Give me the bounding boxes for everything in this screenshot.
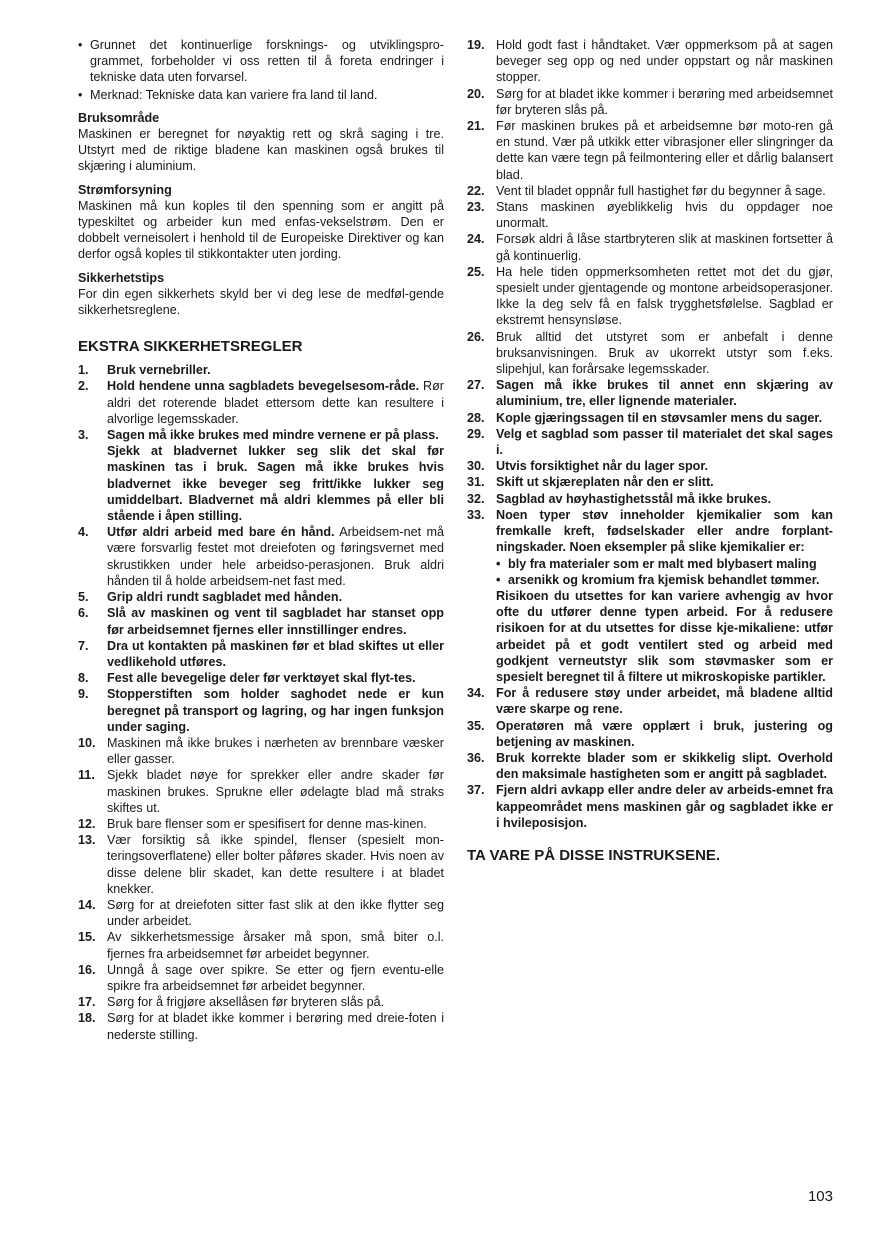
rule-item: 19. Hold godt fast i håndtaket. Vær oppmerksom på at sagen beveger seg opp og ned under oppstart og når maskinen stopper. xyxy=(467,38,833,85)
rule-item: 29. Velg et sagblad som passer til materialet det skal sages i. xyxy=(467,426,833,458)
rule-item: 31. Skift ut skjæreplaten når den er slitt. xyxy=(467,475,714,490)
sub-bullet: • bly fra materialer som er malt med blybasert maling xyxy=(496,556,817,571)
section-heading: Sikkerhetstips xyxy=(78,270,165,285)
rule-item: 3. Sagen må ikke brukes med mindre vernene er på plass. Sjekk at bladvernet lukker seg slik det skal før maskinen tas i bruk. Sagen må ikke brukes hvis bladvernet ikke beveger seg fritt/ikke lukker seg umiddelbart. Bladvernet må aldri klemmes på eller bli stående i åpen stilling. xyxy=(78,428,444,524)
rule-item: 36. Bruk korrekte blader som er skikkelig slipt. Overhold den maksimale hastigheten som er angitt på sagbladet. xyxy=(467,750,833,782)
sub-bullet: • arsenikk og kromium fra kjemisk behandlet tømmer. xyxy=(496,572,820,587)
rule-item: 6. Slå av maskinen og vent til sagbladet har stanset opp før arbeidsemnet fjernes eller innstillinger endres. xyxy=(78,606,444,637)
rule-item: 22. Vent til bladet oppnår full hastighet før du begynner å sage. xyxy=(467,183,826,198)
rule-item: 9. Stopperstiften som holder saghodet nede er kun beregnet på transport og lagring, og har ingen funksjon under saging. xyxy=(78,687,444,734)
rule-item: 1. Bruk vernebriller. xyxy=(78,363,211,378)
left-column xyxy=(78,37,444,1043)
closing-heading: TA VARE PÅ DISSE INSTRUKSENE. xyxy=(467,846,721,864)
rule-item: 26. Bruk alltid det utstyret som er anbefalt i denne bruksanvisningen. Bruk av ukorrekt utstyr som f.eks. slipehjul, kan forårsake legemsskader. xyxy=(467,329,833,377)
bullet-dot: • xyxy=(78,87,83,102)
rule-item: 35. Operatøren må være opplært i bruk, justering og betjening av maskinen. xyxy=(467,718,833,749)
bullet-dot: • xyxy=(78,38,83,52)
rule-item: 7. Dra ut kontakten på maskinen før et blad skiftes ut eller vedlikehold utføres. xyxy=(78,638,444,669)
rule-item: 30. Utvis forsiktighet når du lager spor. xyxy=(467,459,709,474)
rule-item: 12. Bruk bare flenser som er spesifisert for denne mas-kinen. xyxy=(78,816,427,831)
rule-item: 2. Hold hendene unna sagbladets bevegelsesom-råde. Rør aldri det roterende bladet ettersom dette kan resultere i alvorlige legemsskader. xyxy=(78,379,444,426)
section-text: Maskinen må kun koples til den spenning som er angitt på typeskiltet og arbeider kun med enfas-vekselstrøm. Den er dobbelt verneisolert i henhold til de Europeiske Direktiver og kan derfor også koples til stikkontakter uten jording. xyxy=(78,198,444,262)
rule-item: 28. Kople gjæringssagen til en støvsamler mens du sager. xyxy=(467,410,823,425)
rule-item: 37. Fjern aldri avkapp eller andre deler av arbeids-emnet fra kappeområdet mens maskinen går og sagbladet ikke er i hvileposisjon. xyxy=(467,783,833,830)
rule-item: 21. Før maskinen brukes på et arbeidsemne bør moto-ren gå en stund. Vær på utkikk etter vibrasjoner eller slingringer da dette kan være tegn på feilmontering eller et dårlig balansert blad. xyxy=(467,119,833,182)
bullet-item: • Grunnet det kontinuerlige forsknings- og utviklingspro-grammet, forbeholder vi oss retten til å foreta endringer i tekniske data uten forvarsel. xyxy=(78,38,444,85)
section-text: Maskinen er beregnet for nøyaktig rett og skrå saging i tre. Utstyrt med de riktige bladene kan maskinen også brukes til skjæring i aluminium. xyxy=(78,127,444,174)
rule-item: 8. Fest alle bevegelige deler før verktøyet skal flyt-tes. xyxy=(78,671,416,686)
rule-item: 33. Noen typer støv inneholder kjemikalier som kan fremkalle kreft, fødselskader eller andre forplant-ningskader. Noen eksempler på slike kjemikalier er: • bly fra materialer som er malt med blybasert maling • arsenikk og kromium fra kjemisk behandlet tømmer. Risikoen du utsettes for kan variere avhengig av hvor ofte du utfører denne typen arbeid. For å redusere risikoen for at du utsettes for disse kje-mikaliene: utfør arbeidet på et godt ventilert sted og arbeid med godkjent verneutstyr slik som støvmasker som er spesielt beregnet til å filtere ut mikroskopiske partikler. xyxy=(467,507,833,684)
rule-item: 5. Grip aldri rundt sagbladet med hånden. xyxy=(78,590,343,605)
rule-item: 4. Utfør aldri arbeid med bare én hånd. Arbeidsem-net må være forsvarlig festet mot dreiefoten og føringsvernet med skrustikken under hele arbeidso-perasjonen. Bruk aldri hånden til å holde arbeidsem-net fast med. xyxy=(78,525,444,588)
rule-item: 18. Sørg for at bladet ikke kommer i berøring med dreie-foten i nederste stilling. xyxy=(78,1011,444,1042)
rule-item: 24. Forsøk aldri å låse startbryteren slik at maskinen fortsetter å gå kontinuerlig. xyxy=(467,232,833,263)
rule-item: 11. Sjekk bladet nøye for sprekker eller andre skader før maskinen brukes. Sprukne eller ødelagte blad må straks skiftes ut. xyxy=(78,768,444,815)
rule-item: 10. Maskinen må ikke brukes i nærheten av brennbare væsker eller gasser. xyxy=(78,735,444,767)
bullet-dot: • xyxy=(496,556,501,571)
rule-item: 20. Sørg for at bladet ikke kommer i berøring med arbeidsemnet før bryteren slås på. xyxy=(467,86,833,117)
bullet-dot: • xyxy=(496,572,501,587)
rule-item: 14. Sørg for at dreiefoten sitter fast slik at den ikke flytter seg under arbeidet. xyxy=(78,897,444,929)
right-column xyxy=(467,37,833,865)
rule-item: 25. Ha hele tiden oppmerksomheten rettet mot det du gjør, spesielt under gjentagende og montone arbeidsoperasjoner. Ikke la deg selv få en falsk trygghetsfølelse. Sagblad er ekstremt hensynsløse. xyxy=(467,264,833,328)
rule-item: 32. Sagblad av høyhastighetsstål må ikke brukes. xyxy=(467,491,772,506)
rules-title: EKSTRA SIKKERHETSREGLER xyxy=(78,338,303,356)
section-text: For din egen sikkerhets skyld ber vi deg lese de medføl-gende sikkerhetsreglene. xyxy=(78,286,444,318)
rule-item: 17. Sørg for å frigjøre aksellåsen før bryteren slås på. xyxy=(78,995,385,1010)
page-number: 103 xyxy=(807,1188,833,1205)
rule-item: 13. Vær forsiktig så ikke spindel, flenser (spesielt mon-teringsoverflatene) eller bolter påføres skader. Hvis noen av disse delene blir skadet, kan dette resultere i at bladet knekker. xyxy=(78,833,444,896)
rule-item: 16. Unngå å sage over spikre. Se etter og fjern eventu-elle spikre fra arbeidsemnet før arbeidet begynner. xyxy=(78,962,444,993)
rule-item: 23. Stans maskinen øyeblikkelig hvis du oppdager noe unormalt. xyxy=(467,200,833,231)
rule-item: 15. Av sikkerhetsmessige årsaker må spon, små biter o.l. fjernes fra arbeidsemnet før arbeidet begynner. xyxy=(78,930,444,961)
rule-item: 34. For å redusere støy under arbeidet, må bladene alltid være skarpe og rene. xyxy=(467,686,833,717)
section-heading: Bruksområde xyxy=(78,110,160,125)
bullet-item: • Merknad: Tekniske data kan variere fra land til land. xyxy=(78,87,378,102)
rule-item: 27. Sagen må ikke brukes til annet enn skjæring av aluminium, tre, eller lignende materialer. xyxy=(467,378,833,409)
section-heading: Strømforsyning xyxy=(78,182,172,197)
